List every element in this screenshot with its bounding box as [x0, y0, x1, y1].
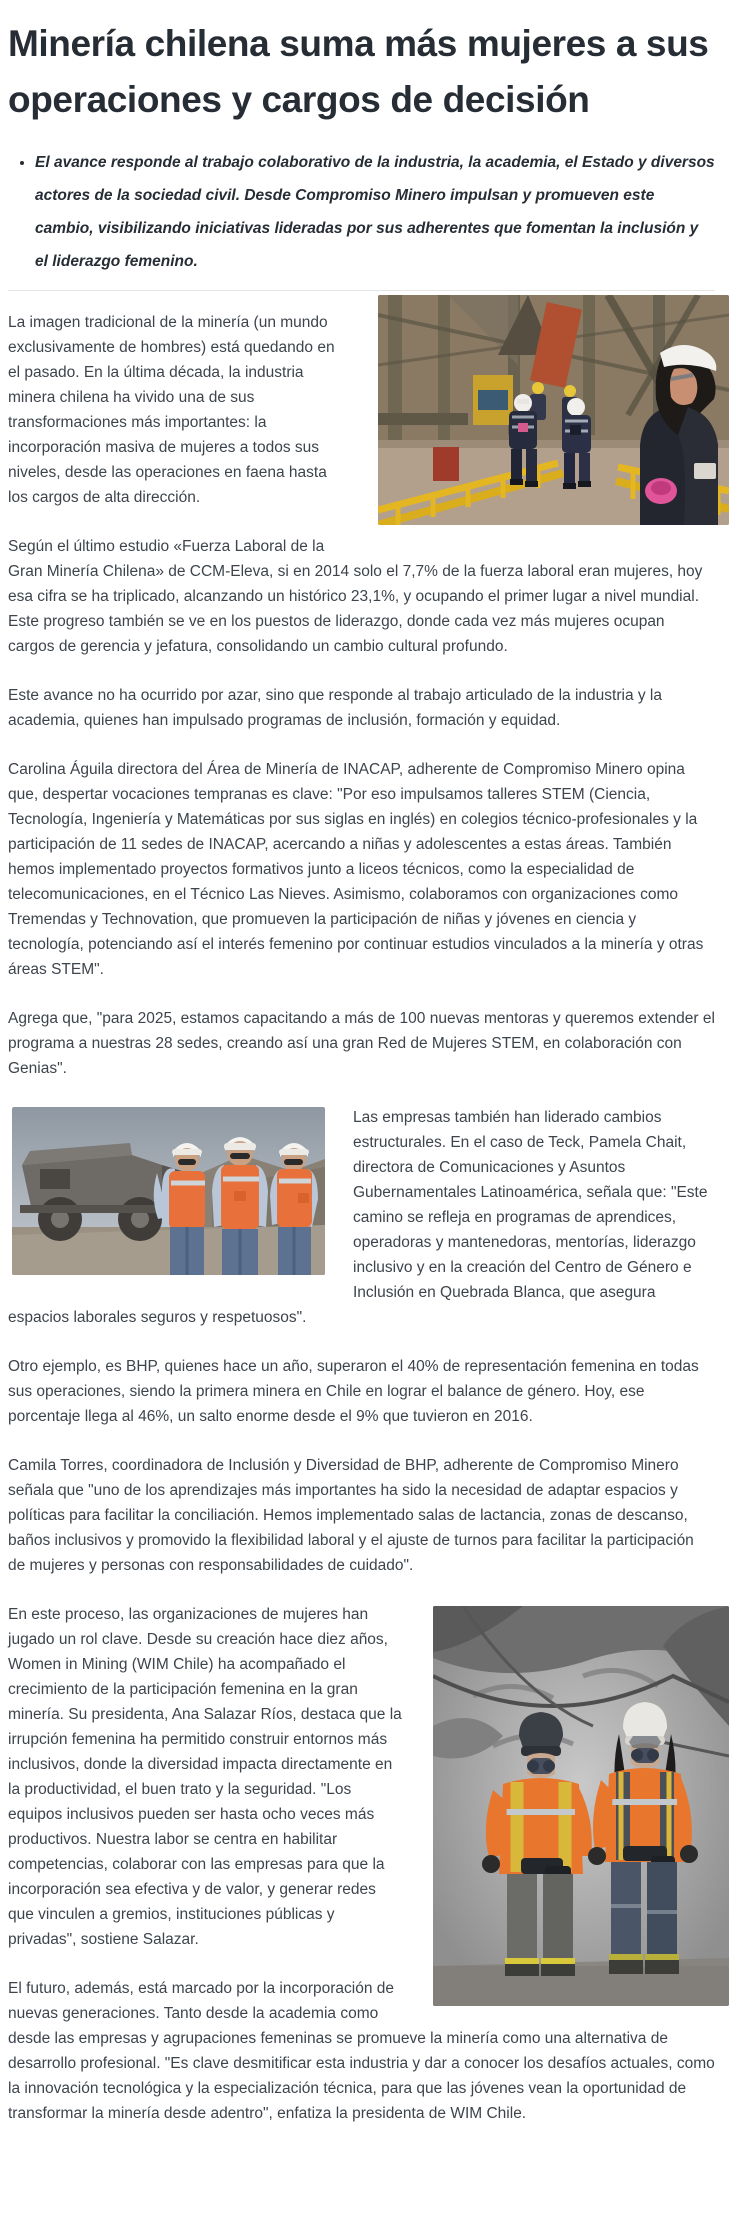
plant-walkway-illustration	[378, 295, 729, 525]
paragraph-camila: Camila Torres, coordinadora de Inclusión y Diversidad de BHP, adherente de Compromiso Minero señala que "uno de los aprendizajes más importantes ha sido la necesidad de adaptar espacios y políticas para facilitar la conciliación. Hemos implementado salas de lactancia, zonas de descanso, baños inclusivos y promovido la flexibilidad laboral y el ajuste de turnos para facilitar la participación de mujeres y personas con responsabilidades de cuidado".	[8, 1457, 694, 1574]
photo-plant-walkway	[378, 295, 729, 525]
lead-bullet-list	[8, 146, 715, 278]
three-women-truck-illustration	[12, 1107, 325, 1275]
divider	[8, 290, 715, 291]
lead-bullet: • El avance responde al trabajo colaborativo de la industria, la academia, el Estado y diversos actores de la sociedad civil. Desde Compromiso Minero impulsan y promueven este cambio, visibilizando iniciativas lideradas por sus adherentes que fomentan la inclusión y el liderazgo femenino.	[35, 146, 715, 278]
paragraph-avance: Este avance no ha ocurrido por azar, sino que responde al trabajo articulado de la industria y la academia, quienes han impulsado programas de inclusión, formación y equidad.	[8, 687, 662, 729]
paragraph-teck: Las empresas también han liderado cambios estructurales. En el caso de Teck, Pamela Chait, directora de Comunicaciones y Asuntos Gubernamentales Latinoamérica, señala que: "Este camino se refleja en programas de aprendices, operadoras y mantenedoras, mentorías, liderazgo inclusivo y en la creación del Centro de Género e Inclusión en Quebrada Blanca, que asegura espacios laborales seguros y respetuosos".	[8, 1109, 708, 1326]
photo-underground-miners	[433, 1606, 729, 2006]
paragraph-futuro: El futuro, además, está marcado por la incorporación de nuevas generaciones. Tanto desde la academia como desde las empresas y agrupaciones femeninas se promueve la minería como una alternativa de desarrollo profesional. "Es clave desmitificar esta industria y dar a conocer los desafíos actuales, como la innovación tecnológica y la especialización técnica, para que las jóvenes vean la oportunidad de transformar la minería desde adentro", enfatiza la presidenta de WIM Chile.	[8, 1980, 715, 2122]
photo-three-women-truck	[12, 1107, 325, 1275]
paragraph-bhp: Otro ejemplo, es BHP, quienes hace un año, superaron el 40% de representación femenina en todas sus operaciones, siendo la primera minera en Chile en lograr el balance de género. Hoy, ese porcentaje llega al 46%, un salto enorme desde el 9% que tuvieron en 2016.	[8, 1358, 699, 1425]
paragraph-inacap: Carolina Águila directora del Área de Minería de INACAP, adherente de Compromiso Minero opina que, despertar vocaciones tempranas es clave: "Por eso impulsamos talleres STEM (Ciencia, Tecnología, Ingeniería y Matemáticas por sus siglas en inglés) en colegios técnico-profesionales y la participación de 11 sedes de INACAP, acercando a niñas y adolescentes a estas áreas. También hemos implementado proyectos formativos junto a liceos técnicos, como la especialidad de telecomunicaciones, en el Técnico Las Nieves. Asimismo, colaboramos con organizaciones como Tremendas y Technovation, que promueven la participación de niñas y jóvenes en ciencia y tecnología, potenciando así el interés femenino por continuar estudios vinculados a la minería y otras áreas STEM".	[8, 761, 704, 978]
paragraph-study: Según el último estudio «Fuerza Laboral de la Gran Minería Chilena» de CCM-Eleva, si en 2014 solo el 7,7% de la fuerza laboral eran mujeres, hoy esa cifra se ha triplicado, alcanzando un histórico 23,1%, y ocupando el primer lugar a nivel mundial. Este progreso también se ve en los puestos de liderazgo, donde cada vez más mujeres ocupan cargos de gerencia y jefatura, consolidando un cambio cultural profundo.	[8, 538, 703, 655]
paragraph-mentoras: Agrega que, "para 2025, estamos capacitando a más de 100 nuevas mentoras y queremos extender el programa a nuestras 28 sedes, creando así una gran Red de Mujeres STEM, en colaboración con Genias".	[8, 1010, 715, 1077]
underground-miners-illustration	[433, 1606, 729, 2006]
page-title: Minería chilena suma más mujeres a sus operaciones y cargos de decisión	[8, 23, 709, 120]
paragraph-wim: En este proceso, las organizaciones de mujeres han jugado un rol clave. Desde su creación hace diez años, Women in Mining (WIM Chile) ha acompañado el crecimiento de la participación femenina en la gran minería. Su presidenta, Ana Salazar Ríos, destaca que la irrupción femenina ha permitido construir entornos más inclusivos, donde la diversidad impacta directamente en la productividad, el buen trato y la seguridad. "Los equipos inclusivos pueden ser hasta ocho veces más productivos. Nuestra labor se centra en habilitar competencias, colaborar con las empresas para que la incorporación sea efectiva y de valor, y generar redes que vinculen a gremios, instituciones públicas y privadas", sostiene Salazar.	[8, 1606, 402, 1948]
paragraph-intro: La imagen tradicional de la minería (un mundo exclusivamente de hombres) está quedando en el pasado. En la última década, la industria minera chilena ha vivido una de sus transformaciones más importantes: la incorporación masiva de mujeres a todos sus niveles, desde las operaciones en faena hasta los cargos de alta dirección.	[8, 314, 335, 506]
